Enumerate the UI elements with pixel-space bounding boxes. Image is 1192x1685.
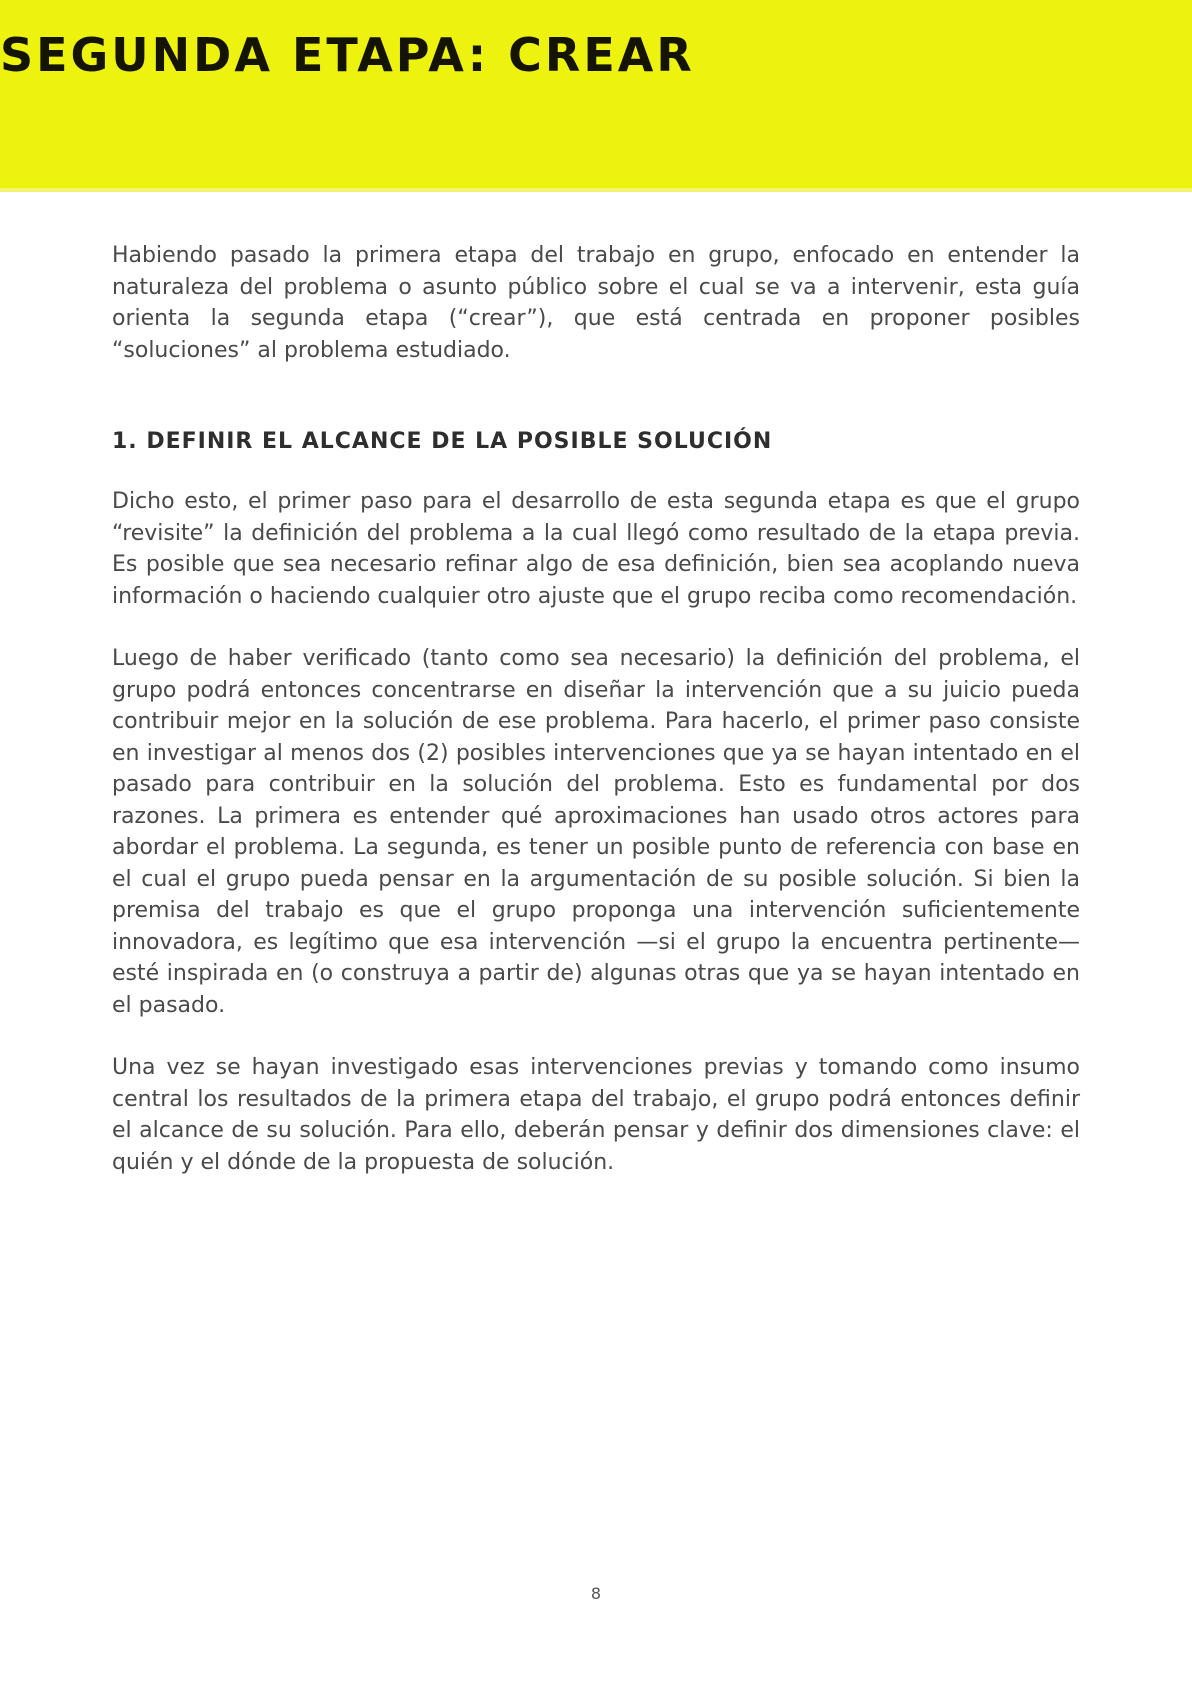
section-heading: 1. DEFINIR EL ALCANCE DE LA POSIBLE SOLUCIÓN <box>112 429 773 454</box>
page-number: 8 <box>590 1584 602 1603</box>
document-body <box>112 240 1080 1178</box>
page-title: SEGUNDA ETAPA: CREAR <box>0 28 695 82</box>
body-paragraph: Luego de haber verificado (tanto como sea necesario) la definición del problema, el grupo podrá entonces concentrarse en diseñar la intervención que a su juicio pueda contribuir mejor en la solución de ese problema. Para hacerlo, el primer paso consiste en investigar al menos dos (2) posibles intervenciones que ya se hayan intentado en el pasado para contribuir en la solución del problema. Esto es fundamental por dos razones. La primera es entender qué aproximaciones han usado otros actores para abordar el problema. La segunda, es tener un posible punto de referencia con base en el cual el grupo pueda pensar en la argumentación de su posible solución. Si bien la premisa del trabajo es que el grupo proponga una intervención suficientemente innovadora, es legítimo que esa intervención —si el grupo la encuentra pertinente— esté inspirada en (o construya a partir de) algunas otras que ya se hayan intentado en el pasado. <box>112 646 1080 1018</box>
header-banner <box>0 0 1192 192</box>
intro-paragraph: Habiendo pasado la primera etapa del trabajo en grupo, enfocado en entender la naturaleza del problema o asunto público sobre el cual se va a intervenir, esta guía orienta la segunda etapa (“crear”), que está centrada en proponer posibles “soluciones” al problema estudiado. <box>112 243 1080 363</box>
body-paragraph: Una vez se hayan investigado esas intervenciones previas y tomando como insumo central los resultados de la primera etapa del trabajo, el grupo podrá entonces definir el alcance de su solución. Para ello, deberán pensar y definir dos dimensiones clave: el quién y el dónde de la propuesta de solución. <box>112 1055 1080 1175</box>
body-paragraph: Dicho esto, el primer paso para el desarrollo de esta segunda etapa es que el grupo “revisite” la definición del problema a la cual llegó como resultado de la etapa previa. Es posible que sea necesario refinar algo de esa definición, bien sea acoplando nueva información o haciendo cualquier otro ajuste que el grupo reciba como recomendación. <box>112 489 1080 609</box>
